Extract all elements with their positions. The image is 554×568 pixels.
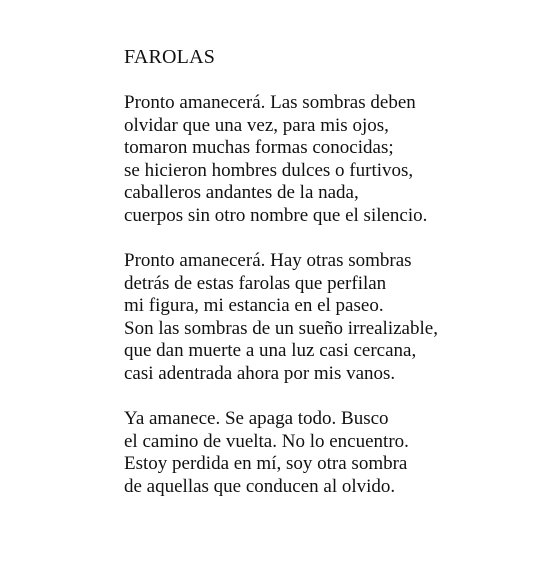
poem-line: cuerpos sin otro nombre que el silencio.: [124, 204, 428, 226]
poem-line: se hicieron hombres dulces o furtivos,: [124, 159, 414, 181]
stanza-2: [124, 250, 544, 385]
poem-line: olvidar que una vez, para mis ojos,: [124, 114, 389, 136]
poem-line: de aquellas que conducen al olvido.: [124, 475, 396, 497]
stanza-1: [124, 92, 544, 227]
poem-line: Ya amanece. Se apaga todo. Busco: [124, 408, 389, 429]
poem-line: Pronto amanecerá. Las sombras deben: [124, 92, 416, 113]
poem: [124, 46, 544, 498]
poem-line: caballeros andantes de la nada,: [124, 182, 359, 203]
poem-line: que dan muerte a una luz casi cercana,: [124, 340, 417, 361]
poem-line: casi adentrada ahora por mis vanos.: [124, 362, 396, 384]
poem-line: Pronto amanecerá. Hay otras sombras: [124, 250, 412, 271]
poem-line: el camino de vuelta. No lo encuentro.: [124, 430, 409, 452]
poem-line: tomaron muchas formas conocidas;: [124, 137, 394, 158]
poem-line: mi figura, mi estancia en el paseo.: [124, 295, 384, 316]
poem-line: Son las sombras de un sueño irrealizable,: [124, 317, 438, 339]
poem-title: FAROLAS: [124, 46, 216, 68]
stanza-3: [124, 408, 544, 498]
poem-line: detrás de estas farolas que perfilan: [124, 272, 387, 294]
poem-line: Estoy perdida en mí, soy otra sombra: [124, 453, 408, 474]
